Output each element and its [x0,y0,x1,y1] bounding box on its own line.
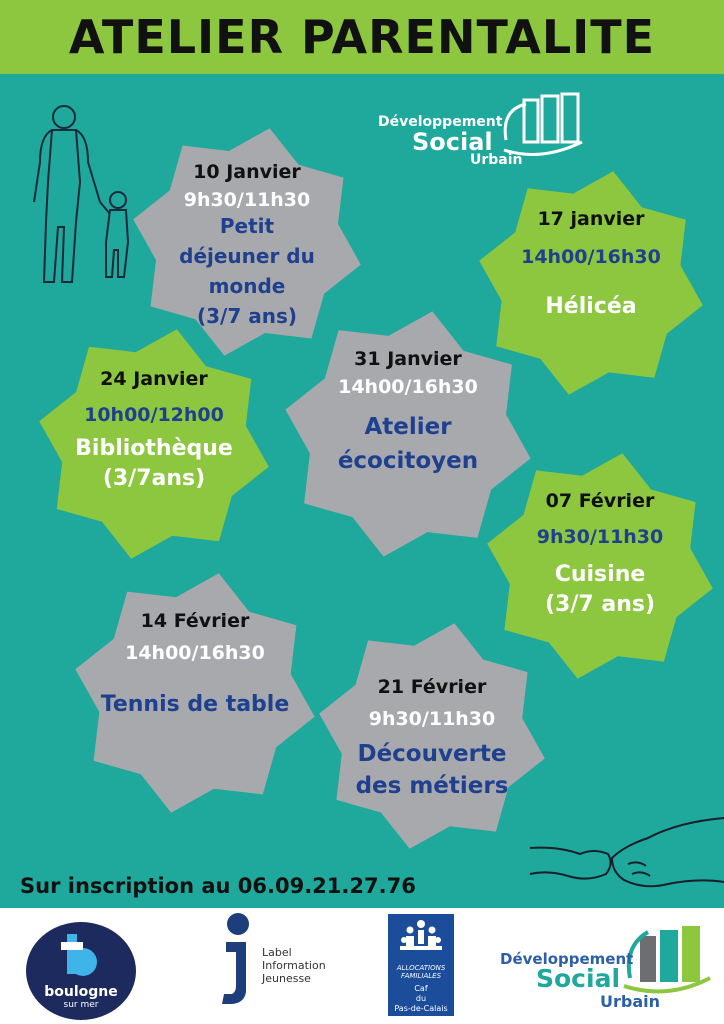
event-activity: des métiers [355,773,509,799]
dsu-header-line2: Social [412,128,493,156]
event-time: 14h00/16h30 [125,642,265,664]
label-information-jeunesse-icon [218,912,258,1008]
caf-line: Pas-de-Calais [394,1004,448,1013]
fist-bump-icon [528,808,724,898]
caf-logo [388,914,454,1016]
event-activity: Tennis de table [100,692,290,717]
dsu-header-logo [372,96,592,176]
label-information-jeunesse-text [262,946,326,985]
event-date: 07 Février [545,490,655,512]
boulogne-logo [26,922,136,1020]
dsu-footer-line3: Urbain [600,992,661,1011]
boulogne-b-icon [59,932,103,980]
event-activity: Bibliothèque [75,436,233,461]
inscription-text: Sur inscription au 06.09.21.27.76 [20,874,416,898]
page-title: ATELIER PARENTALITE [68,10,656,64]
event-time: 10h00/12h00 [84,404,224,426]
event-time: 9h30/11h30 [368,708,496,730]
event-time: 14h00/16h30 [338,376,478,398]
label-line: Label [262,946,292,959]
event-activity: Cuisine [554,562,646,587]
event-activity: monde [208,274,286,298]
event-activity: (3/7 ans) [544,592,656,617]
dsu-header-line3: Urbain [470,152,523,168]
event-21-fevrier [316,620,548,852]
event-date: 21 Février [377,676,487,698]
caf-line: du [415,994,427,1003]
event-activity: (3/7 ans) [196,304,298,328]
event-activity: déjeuner du [179,244,315,268]
event-date: 14 Février [140,610,250,632]
dsu-footer-line2: Social [536,964,621,993]
dsu-footer-line1: Développement [500,950,634,968]
event-time: 9h30/11h30 [536,526,664,548]
event-date: 31 Janvier [354,348,462,370]
caf-name [388,984,454,1014]
event-activity: (3/7ans) [102,466,206,491]
event-activity: Petit [219,214,275,238]
caf-line: ALLOCATIONS [396,964,446,972]
caf-line: FAMILIALES [400,972,442,980]
dsu-header-line1: Développement [378,114,503,130]
building-icon [496,90,586,160]
caf-line: Caf [414,984,428,993]
event-activity: Atelier [364,414,452,440]
event-date: 24 Janvier [100,368,208,390]
caf-figures-icon [396,918,446,962]
event-date: 17 janvier [537,208,645,230]
event-24-janvier [36,326,272,562]
event-time: 9h30/11h30 [183,189,311,211]
event-14-fevrier [72,570,318,816]
event-activity: écocitoyen [337,448,479,474]
event-activity: Hélicéa [545,294,637,319]
boulogne-text: boulogne [44,984,118,1000]
event-time: 14h00/16h30 [521,246,661,268]
parent-child-walking-icon [14,102,144,292]
caf-subtitle [388,964,454,980]
event-activity: Découverte [357,741,507,767]
label-line: Jeunesse [262,972,311,985]
dsu-footer-logo [500,920,720,1020]
label-line: Information [262,959,326,972]
boulogne-subtext: sur mer [63,1000,99,1010]
event-date: 10 Janvier [193,161,301,183]
